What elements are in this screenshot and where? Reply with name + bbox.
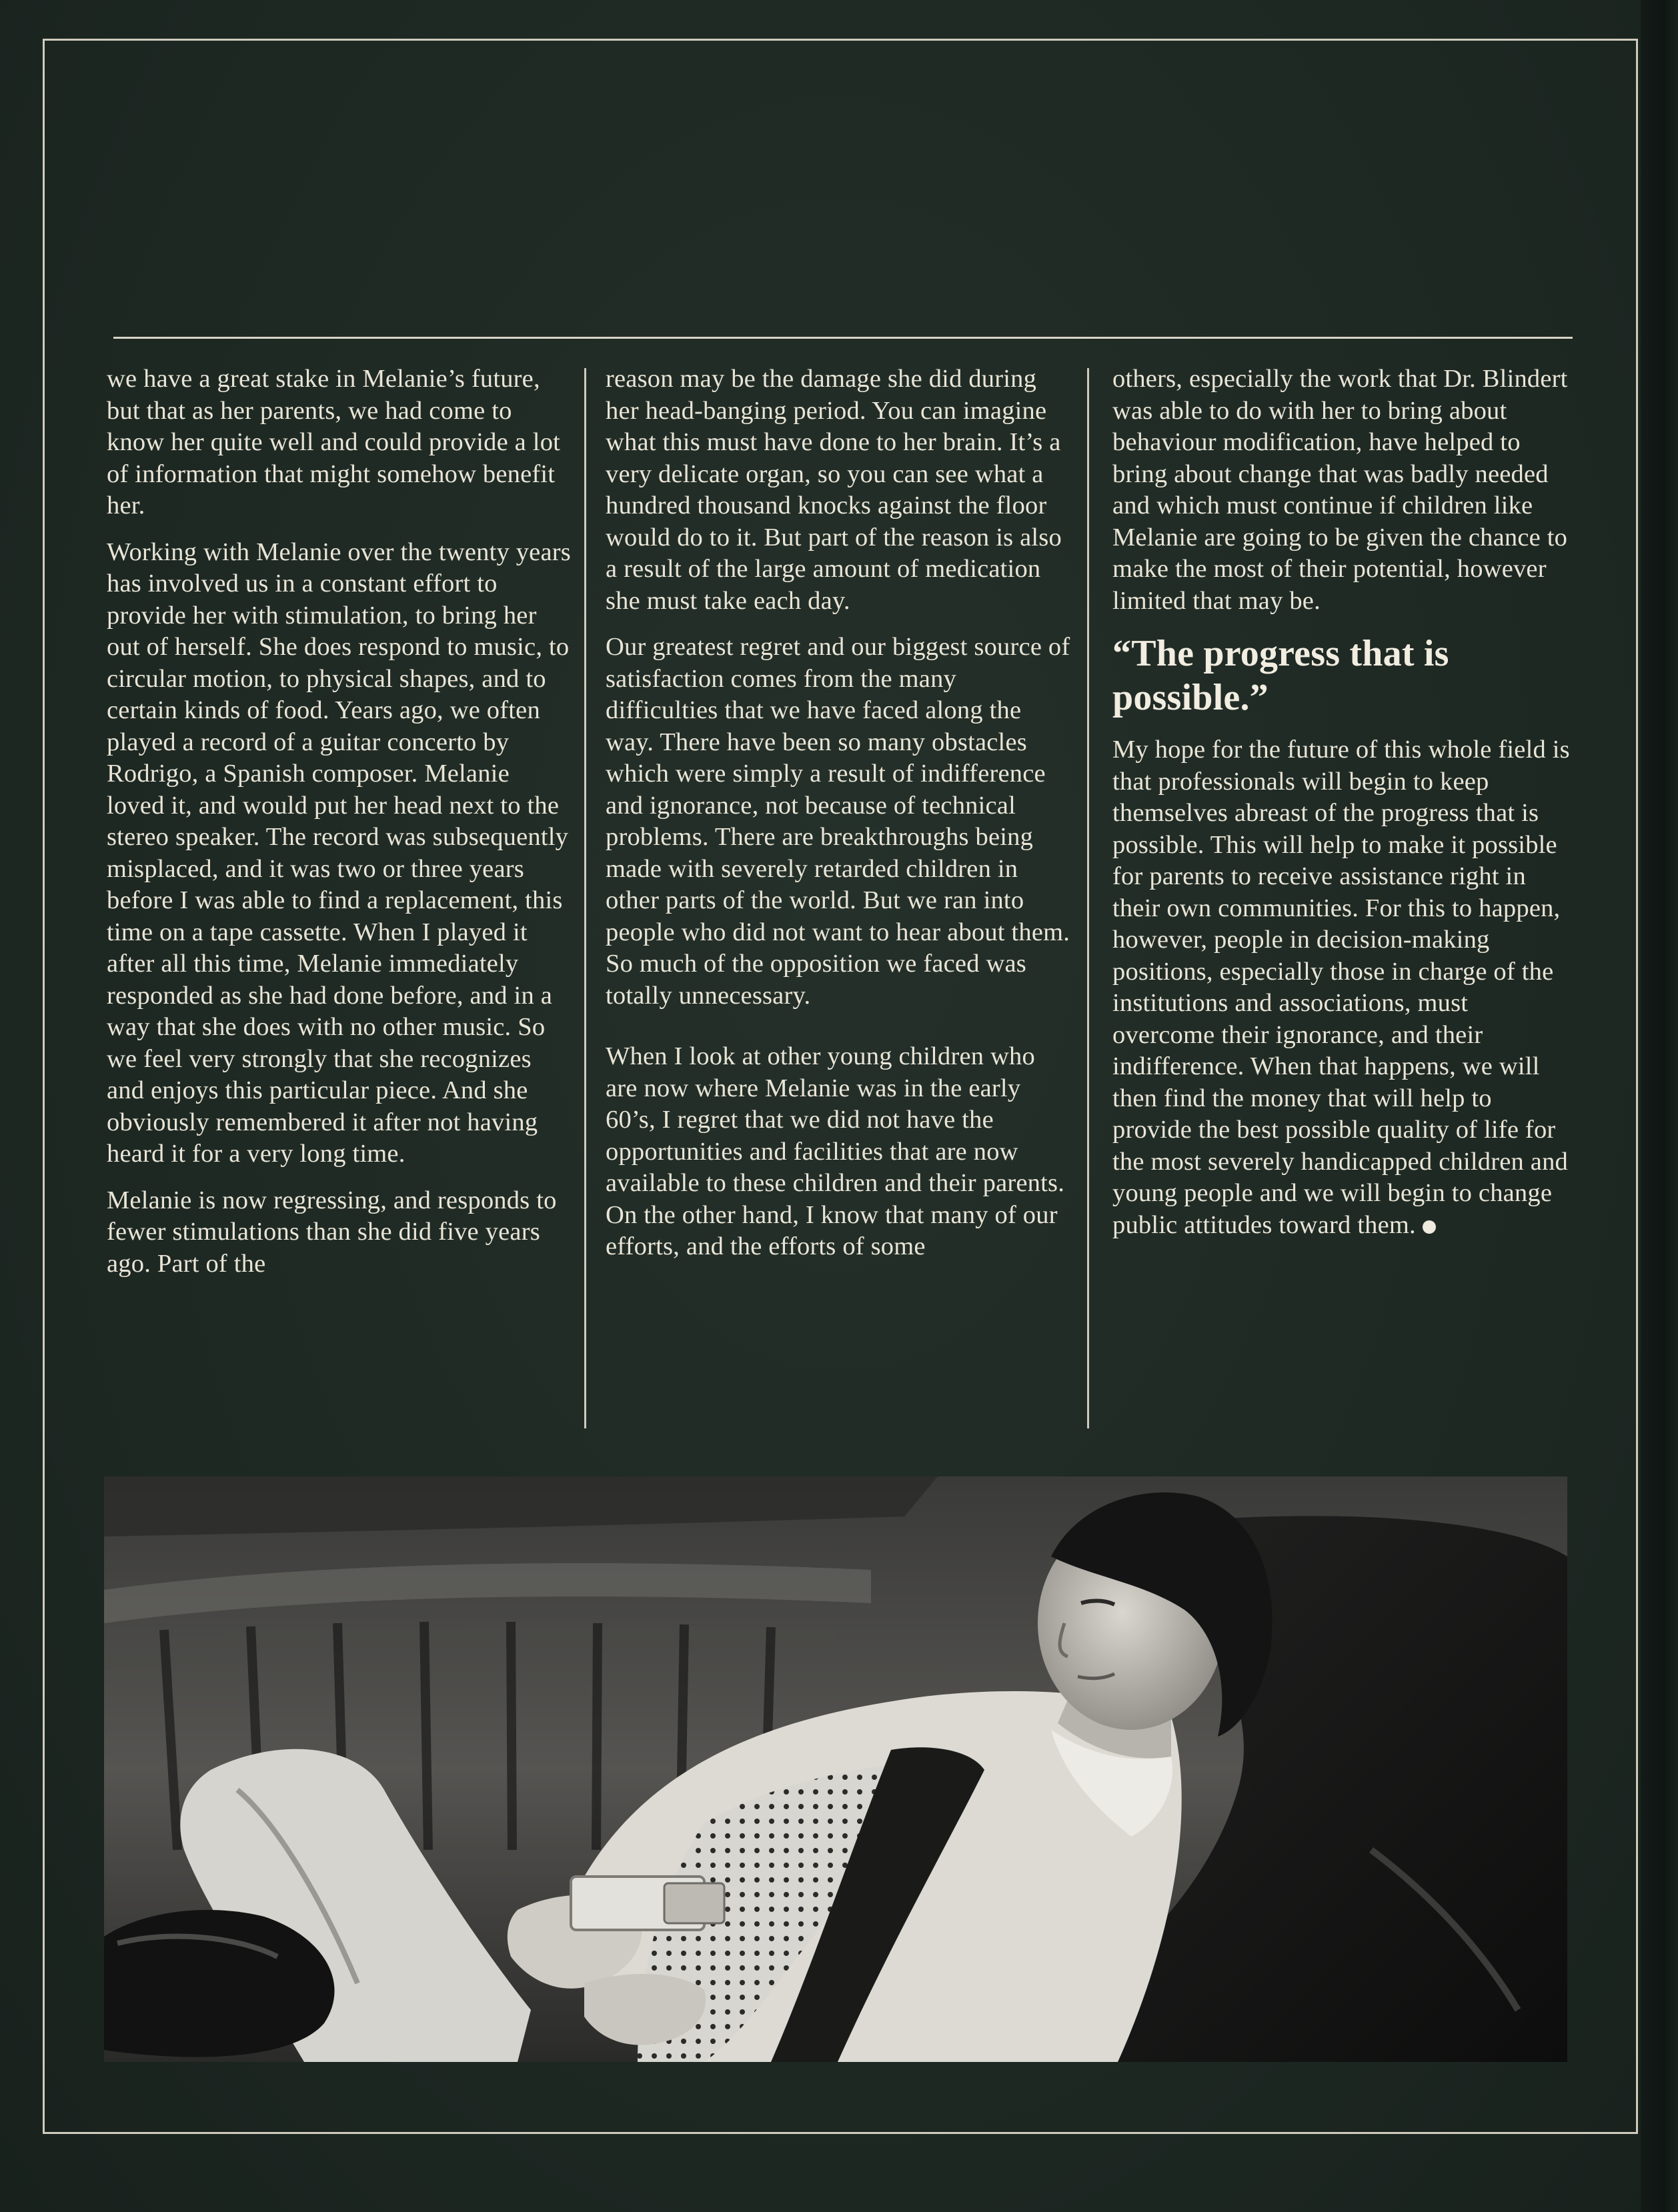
paragraph-text: My hope for the future of this whole field is that professionals will begin to keep themselves abreast of the progress that is possible. This will help to make it possible for parents to receive assistance right in their own communities. For this to happen, however, people in decision-making positions, especially those in charge of the institutions and associations, must overcome their ignorance, and their indifference. When that happens, we will then find the money that will help to provide the best possible quality of life for the most severely handicapped children and young people and we will begin to change public attitudes toward them. xyxy=(1112,736,1570,1239)
section-subheading: “The progress that is possible.” xyxy=(1112,633,1449,718)
paragraph: Working with Melanie over the twenty years has involved us in a constant effort to provide her with stimulation, to bring her out of herself. She does respond to music, to circular motion, to physical shapes, and to certain kinds of food. Years ago, we often played a record of a guitar concerto by Rodrigo, a Spanish composer. Melanie loved it, and would put her head next to the stereo speaker. The record was subsequently misplaced, and it was two or three years before I was able to find a replacement, this time on a tape cassette. When I played it after all this time, Melanie immediately responded as she had done before, and in a way that she does with no other music. So we feel very strongly that she recognizes and enjoys this particular piece. And she obviously remembered it after not having heard it for a very long time. xyxy=(107,537,571,1168)
paragraph: reason may be the damage she did during her head-banging period. You can imagine what this must have done to her brain. It’s a very delicate organ, so you can see what a hundred thousand knocks against the floor would do to it. But part of the reason is also a result of the large amount of medication she must take each day. xyxy=(606,365,1062,615)
text-column-3 xyxy=(1112,363,1574,1256)
header-rule xyxy=(113,337,1573,339)
column-divider-1 xyxy=(584,368,586,1428)
paragraph xyxy=(1112,734,1574,1241)
page-spine-edge xyxy=(1641,0,1678,2212)
photo-melanie-in-car xyxy=(104,1476,1567,2062)
paragraph: we have a great stake in Melanie’s future, but that as her parents, we had come to know her quite well and could provide a lot of information that might somehow benefit her. xyxy=(107,365,561,519)
paragraph: When I look at other young children who are now where Melanie was in the early 60’s, I regret that we did not have the opportunities and facilities that are now available to these children and their parents. On the other hand, I know that many of our efforts, and the efforts of some xyxy=(606,1042,1065,1260)
column-divider-2 xyxy=(1087,368,1089,1428)
text-column-2 xyxy=(606,363,1072,1278)
text-column-1 xyxy=(107,363,574,1294)
paragraph: others, especially the work that Dr. Blindert was able to do with her to bring about behaviour modification, have helped to bring about change that was badly needed and which must continue if children like Melanie are going to be given the chance to make the most of their potential, however limited that may be. xyxy=(1112,365,1568,615)
paragraph: Melanie is now regressing, and responds to fewer stimulations than she did five years ago. Part of the xyxy=(107,1186,557,1278)
paragraph: Our greatest regret and our biggest source of satisfaction comes from the many difficulties that we have faced along the way. There have been so many obstacles which were simply a result of indifference and ignorance, not because of technical problems. There are breakthroughs being made with severely retarded children in other parts of the world. But we ran into people who did not want to hear about them. So much of the opposition we faced was totally unnecessary. xyxy=(606,633,1070,1010)
end-of-article-bullet-icon xyxy=(1423,1220,1436,1234)
